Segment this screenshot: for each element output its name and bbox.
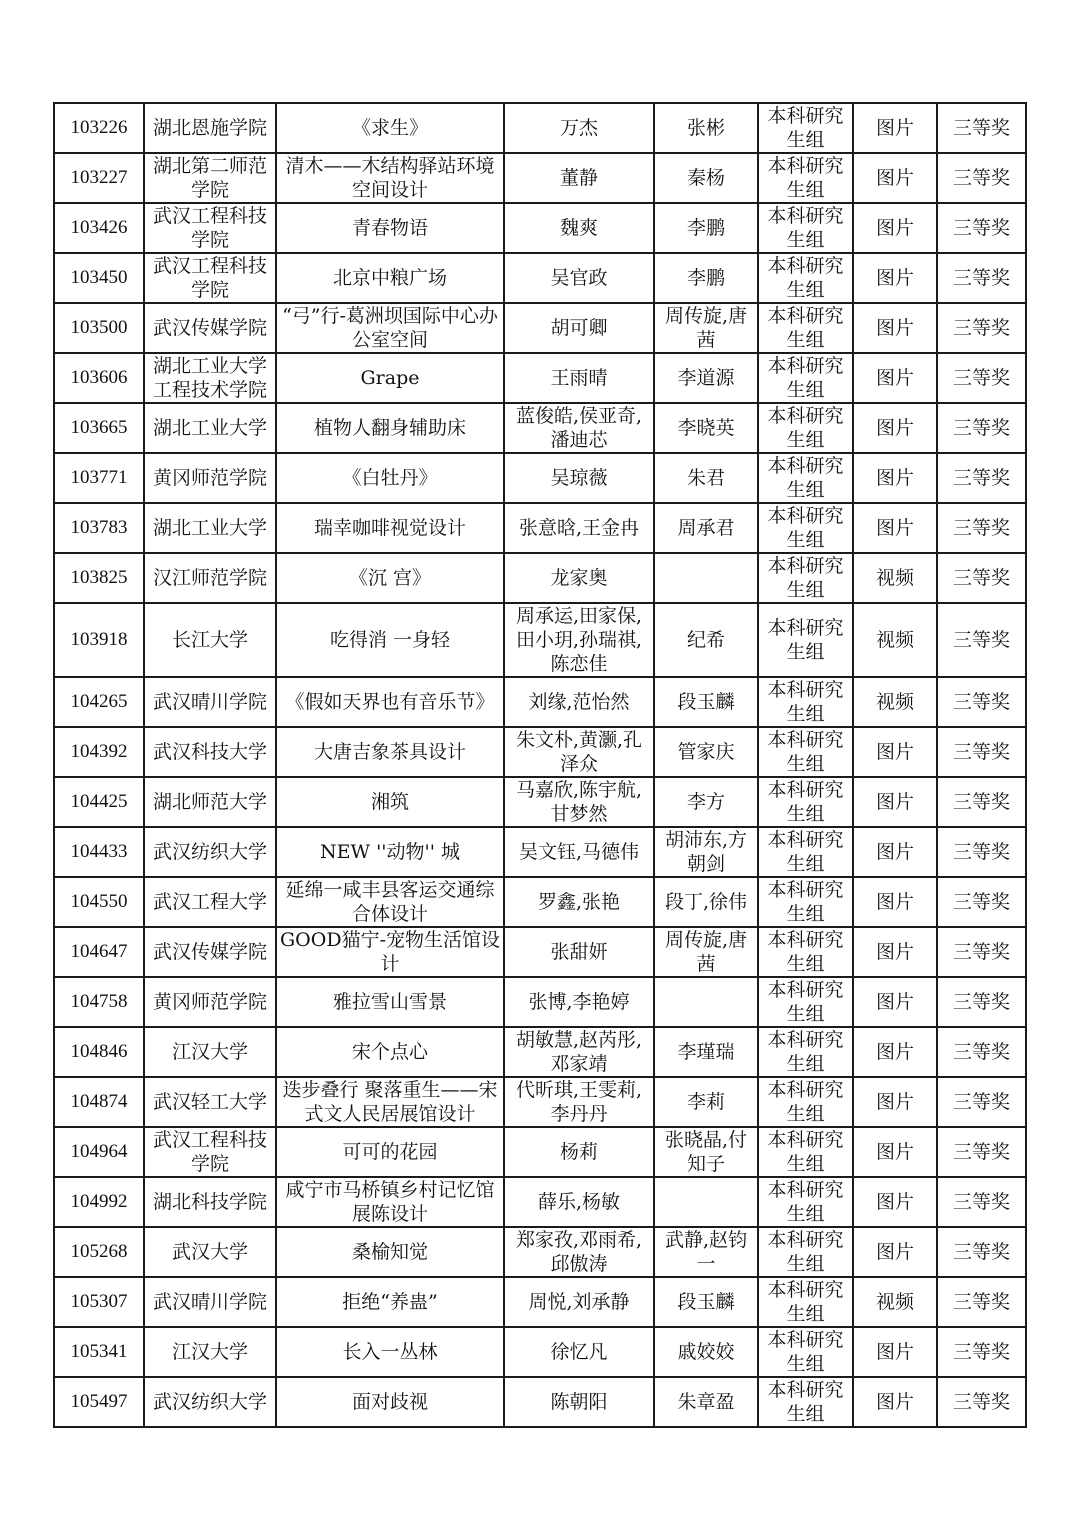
cell-group: 本科研究生组 xyxy=(758,927,853,977)
cell-school: 湖北师范大学 xyxy=(144,777,276,827)
cell-id: 103450 xyxy=(54,253,144,303)
cell-advisor: 戚姣姣 xyxy=(654,1327,758,1377)
cell-group: 本科研究生组 xyxy=(758,453,853,503)
table-row xyxy=(54,1127,1026,1177)
cell-id: 103227 xyxy=(54,153,144,203)
cell-id: 104874 xyxy=(54,1077,144,1127)
cell-id: 104992 xyxy=(54,1177,144,1227)
cell-authors: 吴琼薇 xyxy=(504,453,654,503)
cell-work: “弓”行-葛洲坝国际中心办公室空间 xyxy=(276,303,504,353)
cell-advisor: 段玉麟 xyxy=(654,677,758,727)
cell-school: 湖北第二师范学院 xyxy=(144,153,276,203)
cell-school: 武汉工程科技学院 xyxy=(144,1127,276,1177)
table-row xyxy=(54,1177,1026,1227)
cell-school: 武汉晴川学院 xyxy=(144,677,276,727)
cell-id: 103500 xyxy=(54,303,144,353)
cell-authors: 张甜妍 xyxy=(504,927,654,977)
cell-group: 本科研究生组 xyxy=(758,877,853,927)
cell-id: 103783 xyxy=(54,503,144,553)
cell-authors: 魏爽 xyxy=(504,203,654,253)
cell-advisor: 周传旋,唐茜 xyxy=(654,303,758,353)
cell-award: 三等奖 xyxy=(937,553,1026,603)
table-row xyxy=(54,1027,1026,1077)
cell-advisor: 张晓晶,付知子 xyxy=(654,1127,758,1177)
table-row xyxy=(54,103,1026,153)
cell-award: 三等奖 xyxy=(937,1377,1026,1427)
cell-type: 图片 xyxy=(853,977,937,1027)
cell-group: 本科研究生组 xyxy=(758,1277,853,1327)
cell-award: 三等奖 xyxy=(937,503,1026,553)
cell-work: 延绵一咸丰县客运交通综合体设计 xyxy=(276,877,504,927)
cell-award: 三等奖 xyxy=(937,103,1026,153)
cell-advisor: 周承君 xyxy=(654,503,758,553)
cell-school: 武汉科技大学 xyxy=(144,727,276,777)
cell-award: 三等奖 xyxy=(937,603,1026,677)
cell-advisor: 李方 xyxy=(654,777,758,827)
cell-group: 本科研究生组 xyxy=(758,603,853,677)
table-row xyxy=(54,453,1026,503)
table-row xyxy=(54,353,1026,403)
cell-school: 湖北科技学院 xyxy=(144,1177,276,1227)
cell-group: 本科研究生组 xyxy=(758,827,853,877)
cell-group: 本科研究生组 xyxy=(758,553,853,603)
cell-award: 三等奖 xyxy=(937,253,1026,303)
cell-authors: 吴官政 xyxy=(504,253,654,303)
cell-id: 103606 xyxy=(54,353,144,403)
cell-work: 湘筑 xyxy=(276,777,504,827)
cell-award: 三等奖 xyxy=(937,1127,1026,1177)
cell-id: 103665 xyxy=(54,403,144,453)
cell-school: 湖北工业大学 xyxy=(144,403,276,453)
cell-advisor: 李道源 xyxy=(654,353,758,403)
cell-type: 图片 xyxy=(853,1177,937,1227)
cell-authors: 刘缘,范怡然 xyxy=(504,677,654,727)
cell-school: 江汉大学 xyxy=(144,1327,276,1377)
table-row xyxy=(54,1077,1026,1127)
cell-id: 104647 xyxy=(54,927,144,977)
table-row xyxy=(54,153,1026,203)
cell-id: 104433 xyxy=(54,827,144,877)
cell-award: 三等奖 xyxy=(937,303,1026,353)
cell-work: Grape xyxy=(276,353,504,403)
cell-authors: 蓝俊皓,侯亚奇,潘迪芯 xyxy=(504,403,654,453)
cell-work: 青春物语 xyxy=(276,203,504,253)
cell-award: 三等奖 xyxy=(937,403,1026,453)
cell-award: 三等奖 xyxy=(937,353,1026,403)
cell-type: 图片 xyxy=(853,103,937,153)
cell-work: 北京中粮广场 xyxy=(276,253,504,303)
cell-award: 三等奖 xyxy=(937,927,1026,977)
cell-type: 视频 xyxy=(853,677,937,727)
cell-type: 视频 xyxy=(853,603,937,677)
cell-school: 汉江师范学院 xyxy=(144,553,276,603)
cell-advisor xyxy=(654,977,758,1027)
table-row xyxy=(54,1227,1026,1277)
table-row xyxy=(54,727,1026,777)
cell-advisor: 朱君 xyxy=(654,453,758,503)
table-row xyxy=(54,203,1026,253)
cell-type: 图片 xyxy=(853,777,937,827)
cell-group: 本科研究生组 xyxy=(758,777,853,827)
cell-award: 三等奖 xyxy=(937,827,1026,877)
cell-group: 本科研究生组 xyxy=(758,503,853,553)
cell-authors: 罗鑫,张艳 xyxy=(504,877,654,927)
table-row xyxy=(54,977,1026,1027)
cell-group: 本科研究生组 xyxy=(758,1377,853,1427)
table-row xyxy=(54,1377,1026,1427)
cell-work: 清木——木结构驿站环境空间设计 xyxy=(276,153,504,203)
cell-advisor: 周传旋,唐茜 xyxy=(654,927,758,977)
cell-type: 图片 xyxy=(853,827,937,877)
cell-work: 面对歧视 xyxy=(276,1377,504,1427)
cell-id: 103426 xyxy=(54,203,144,253)
cell-id: 104846 xyxy=(54,1027,144,1077)
cell-authors: 薛乐,杨敏 xyxy=(504,1177,654,1227)
table-body xyxy=(54,103,1026,1427)
awards-table xyxy=(53,102,1027,1428)
cell-advisor: 段丁,徐伟 xyxy=(654,877,758,927)
table-row xyxy=(54,877,1026,927)
cell-group: 本科研究生组 xyxy=(758,727,853,777)
cell-school: 湖北恩施学院 xyxy=(144,103,276,153)
cell-work: 《沉 宫》 xyxy=(276,553,504,603)
cell-id: 104550 xyxy=(54,877,144,927)
cell-type: 图片 xyxy=(853,1077,937,1127)
cell-type: 图片 xyxy=(853,1377,937,1427)
cell-type: 视频 xyxy=(853,553,937,603)
cell-authors: 吴文钰,马德伟 xyxy=(504,827,654,877)
cell-work: 《假如天界也有音乐节》 xyxy=(276,677,504,727)
cell-school: 湖北工业大学 xyxy=(144,503,276,553)
cell-group: 本科研究生组 xyxy=(758,1227,853,1277)
cell-advisor: 朱章盈 xyxy=(654,1377,758,1427)
cell-group: 本科研究生组 xyxy=(758,103,853,153)
cell-group: 本科研究生组 xyxy=(758,253,853,303)
cell-id: 104265 xyxy=(54,677,144,727)
table-row xyxy=(54,253,1026,303)
cell-work: 雅拉雪山雪景 xyxy=(276,977,504,1027)
cell-group: 本科研究生组 xyxy=(758,1177,853,1227)
cell-school: 湖北工业大学工程技术学院 xyxy=(144,353,276,403)
cell-school: 武汉大学 xyxy=(144,1227,276,1277)
cell-school: 武汉纺织大学 xyxy=(144,1377,276,1427)
cell-type: 图片 xyxy=(853,453,937,503)
cell-authors: 董静 xyxy=(504,153,654,203)
cell-work: NEW ''动物'' 城 xyxy=(276,827,504,877)
cell-school: 武汉轻工大学 xyxy=(144,1077,276,1127)
cell-authors: 龙家奥 xyxy=(504,553,654,603)
cell-authors: 代昕琪,王雯莉,李丹丹 xyxy=(504,1077,654,1127)
cell-group: 本科研究生组 xyxy=(758,153,853,203)
cell-type: 视频 xyxy=(853,1277,937,1327)
cell-authors: 张博,李艳婷 xyxy=(504,977,654,1027)
cell-advisor: 张彬 xyxy=(654,103,758,153)
cell-work: 咸宁市马桥镇乡村记忆馆展陈设计 xyxy=(276,1177,504,1227)
cell-school: 武汉工程大学 xyxy=(144,877,276,927)
cell-school: 武汉纺织大学 xyxy=(144,827,276,877)
cell-authors: 陈朝阳 xyxy=(504,1377,654,1427)
cell-id: 104392 xyxy=(54,727,144,777)
cell-award: 三等奖 xyxy=(937,1177,1026,1227)
cell-id: 105268 xyxy=(54,1227,144,1277)
cell-award: 三等奖 xyxy=(937,977,1026,1027)
cell-advisor: 管家庆 xyxy=(654,727,758,777)
cell-award: 三等奖 xyxy=(937,727,1026,777)
cell-advisor: 胡沛东,方朝剑 xyxy=(654,827,758,877)
cell-group: 本科研究生组 xyxy=(758,403,853,453)
cell-award: 三等奖 xyxy=(937,877,1026,927)
table-row xyxy=(54,553,1026,603)
cell-type: 图片 xyxy=(853,353,937,403)
cell-group: 本科研究生组 xyxy=(758,1027,853,1077)
table-row xyxy=(54,1277,1026,1327)
cell-advisor: 李莉 xyxy=(654,1077,758,1127)
cell-award: 三等奖 xyxy=(937,453,1026,503)
cell-advisor: 李鹏 xyxy=(654,203,758,253)
cell-type: 图片 xyxy=(853,153,937,203)
cell-work: 吃得消 一身轻 xyxy=(276,603,504,677)
cell-type: 图片 xyxy=(853,877,937,927)
cell-group: 本科研究生组 xyxy=(758,677,853,727)
cell-award: 三等奖 xyxy=(937,1227,1026,1277)
cell-type: 图片 xyxy=(853,503,937,553)
cell-group: 本科研究生组 xyxy=(758,1327,853,1377)
cell-school: 武汉工程科技学院 xyxy=(144,253,276,303)
cell-type: 图片 xyxy=(853,303,937,353)
cell-id: 103918 xyxy=(54,603,144,677)
cell-work: 长入一丛林 xyxy=(276,1327,504,1377)
table-row xyxy=(54,777,1026,827)
cell-advisor xyxy=(654,553,758,603)
cell-id: 105497 xyxy=(54,1377,144,1427)
table-row xyxy=(54,827,1026,877)
cell-authors: 周承运,田家保,田小玥,孙瑞祺,陈恋佳 xyxy=(504,603,654,677)
table-row xyxy=(54,603,1026,677)
cell-type: 图片 xyxy=(853,1127,937,1177)
cell-authors: 朱文朴,黄灏,孔泽众 xyxy=(504,727,654,777)
cell-advisor: 段玉麟 xyxy=(654,1277,758,1327)
cell-advisor xyxy=(654,1177,758,1227)
cell-authors: 马嘉欣,陈宇航,甘梦然 xyxy=(504,777,654,827)
cell-group: 本科研究生组 xyxy=(758,203,853,253)
table-row xyxy=(54,503,1026,553)
cell-type: 图片 xyxy=(853,1027,937,1077)
cell-work: 拒绝“养蛊” xyxy=(276,1277,504,1327)
cell-award: 三等奖 xyxy=(937,1077,1026,1127)
table-row xyxy=(54,677,1026,727)
cell-authors: 杨莉 xyxy=(504,1127,654,1177)
cell-school: 武汉传媒学院 xyxy=(144,927,276,977)
cell-award: 三等奖 xyxy=(937,1027,1026,1077)
cell-work: 迭步叠行 聚落重生——宋式文人民居展馆设计 xyxy=(276,1077,504,1127)
cell-authors: 胡可卿 xyxy=(504,303,654,353)
cell-authors: 王雨晴 xyxy=(504,353,654,403)
cell-school: 黄冈师范学院 xyxy=(144,453,276,503)
cell-advisor: 秦杨 xyxy=(654,153,758,203)
cell-group: 本科研究生组 xyxy=(758,303,853,353)
cell-id: 104964 xyxy=(54,1127,144,1177)
cell-advisor: 李晓英 xyxy=(654,403,758,453)
cell-work: 大唐吉象茶具设计 xyxy=(276,727,504,777)
cell-school: 江汉大学 xyxy=(144,1027,276,1077)
cell-id: 104758 xyxy=(54,977,144,1027)
cell-authors: 周悦,刘承静 xyxy=(504,1277,654,1327)
cell-work: 《求生》 xyxy=(276,103,504,153)
cell-id: 103771 xyxy=(54,453,144,503)
cell-school: 武汉传媒学院 xyxy=(144,303,276,353)
table-row xyxy=(54,1327,1026,1377)
cell-group: 本科研究生组 xyxy=(758,1127,853,1177)
table-row xyxy=(54,403,1026,453)
cell-advisor: 武静,赵钧一 xyxy=(654,1227,758,1277)
cell-authors: 万杰 xyxy=(504,103,654,153)
cell-authors: 张意晗,王金冉 xyxy=(504,503,654,553)
cell-award: 三等奖 xyxy=(937,1327,1026,1377)
cell-advisor: 李鹏 xyxy=(654,253,758,303)
cell-authors: 胡敏慧,赵芮彤,邓家靖 xyxy=(504,1027,654,1077)
cell-school: 黄冈师范学院 xyxy=(144,977,276,1027)
cell-id: 103825 xyxy=(54,553,144,603)
cell-type: 图片 xyxy=(853,403,937,453)
cell-id: 103226 xyxy=(54,103,144,153)
cell-type: 图片 xyxy=(853,727,937,777)
cell-group: 本科研究生组 xyxy=(758,977,853,1027)
cell-type: 图片 xyxy=(853,203,937,253)
table-row xyxy=(54,927,1026,977)
cell-work: 《白牡丹》 xyxy=(276,453,504,503)
cell-type: 图片 xyxy=(853,1327,937,1377)
cell-work: 可可的花园 xyxy=(276,1127,504,1177)
cell-type: 图片 xyxy=(853,927,937,977)
cell-work: 宋个点心 xyxy=(276,1027,504,1077)
cell-group: 本科研究生组 xyxy=(758,353,853,403)
table-row xyxy=(54,303,1026,353)
cell-school: 武汉工程科技学院 xyxy=(144,203,276,253)
cell-type: 图片 xyxy=(853,1227,937,1277)
cell-authors: 徐忆凡 xyxy=(504,1327,654,1377)
cell-work: 植物人翻身辅助床 xyxy=(276,403,504,453)
cell-work: GOOD猫宁-宠物生活馆设计 xyxy=(276,927,504,977)
cell-id: 104425 xyxy=(54,777,144,827)
cell-work: 桑榆知觉 xyxy=(276,1227,504,1277)
cell-id: 105307 xyxy=(54,1277,144,1327)
cell-group: 本科研究生组 xyxy=(758,1077,853,1127)
cell-award: 三等奖 xyxy=(937,1277,1026,1327)
cell-id: 105341 xyxy=(54,1327,144,1377)
cell-award: 三等奖 xyxy=(937,677,1026,727)
cell-authors: 郑家孜,邓雨希,邱傲涛 xyxy=(504,1227,654,1277)
cell-award: 三等奖 xyxy=(937,777,1026,827)
cell-type: 图片 xyxy=(853,253,937,303)
cell-school: 武汉晴川学院 xyxy=(144,1277,276,1327)
cell-award: 三等奖 xyxy=(937,203,1026,253)
cell-school: 长江大学 xyxy=(144,603,276,677)
cell-advisor: 纪希 xyxy=(654,603,758,677)
cell-work: 瑞幸咖啡视觉设计 xyxy=(276,503,504,553)
cell-advisor: 李瑾瑞 xyxy=(654,1027,758,1077)
cell-award: 三等奖 xyxy=(937,153,1026,203)
